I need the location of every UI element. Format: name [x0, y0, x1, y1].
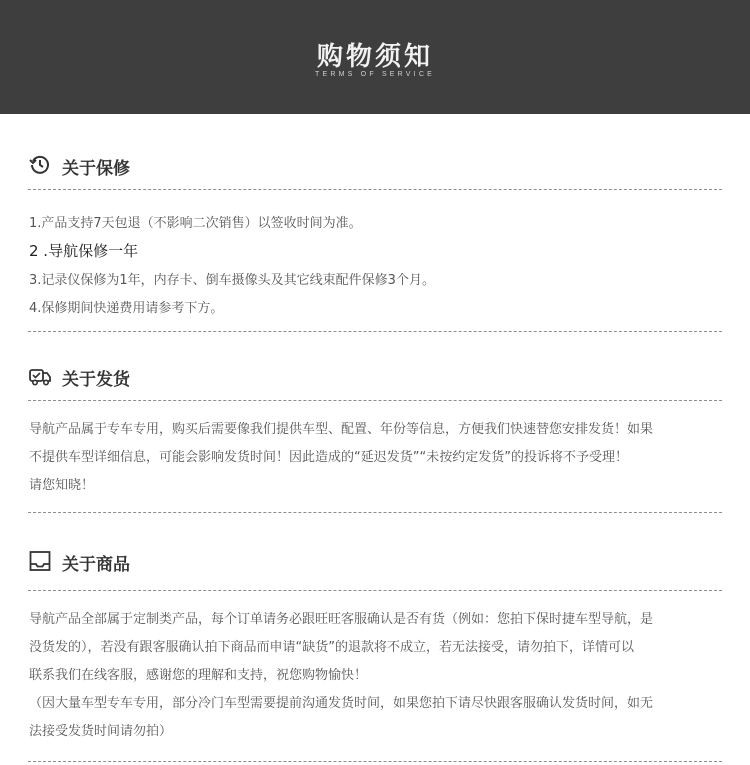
- shipping-line: 导航产品属于专车专用，购买后需要像我们提供车型、配置、年份等信息，方便我们快速替您安排发货！如果: [29, 422, 654, 437]
- shipping-paragraph: [29, 416, 719, 500]
- section-title: 关于保修: [62, 159, 130, 179]
- section-title: 关于商品: [62, 555, 130, 575]
- page-header: [0, 0, 750, 114]
- products-line: 联系我们在线客服，感谢您的理解和支持，祝您购物愉快！: [29, 668, 368, 683]
- delivery-truck-icon: [28, 364, 52, 388]
- divider: [28, 761, 722, 762]
- page-subtitle: TERMS OF SERVICE: [315, 71, 435, 78]
- products-line: 导航产品全部属于定制类产品，每个订单请务必跟旺旺客服确认是否有货（例如：您拍下保时捷车型导航，是: [29, 612, 654, 627]
- divider: [28, 512, 722, 513]
- section-title: 关于发货: [62, 370, 130, 390]
- divider: [28, 189, 722, 190]
- divider: [28, 590, 722, 591]
- products-line: 法接受发货时间请勿拍）: [29, 724, 173, 739]
- divider: [28, 331, 722, 332]
- products-line: （因大量车型专车专用，部分冷门车型需要提前沟通发货时间，如果您拍下请尽快跟客服确认发货时间，如无: [29, 696, 654, 711]
- warranty-line: 2 .导航保修一年: [29, 242, 139, 260]
- divider: [28, 400, 722, 401]
- shipping-line: 请您知晓！: [29, 478, 95, 493]
- inbox-tray-icon: [28, 549, 52, 573]
- warranty-line: 3.记录仪保修为1年，内存卡、倒车摄像头及其它线束配件保修3个月。: [29, 273, 435, 288]
- warranty-line: 1.产品支持7天包退（不影响二次销售）以签收时间为准。: [29, 216, 362, 231]
- page-title: 购物须知: [316, 42, 433, 72]
- shipping-line: 不提供车型详细信息，可能会影响发货时间！因此造成的“延迟发货”“未按约定发货”的投诉将不予受理！: [29, 450, 628, 465]
- products-paragraph: [29, 606, 719, 746]
- clock-history-icon: [28, 153, 52, 177]
- products-line: 没货发的），若没有跟客服确认拍下商品而申请“缺货”的退款将不成立，若无法接受，请勿拍下，详情可以: [29, 640, 634, 655]
- warranty-line: 4.保修期间快递费用请参考下方。: [29, 301, 224, 316]
